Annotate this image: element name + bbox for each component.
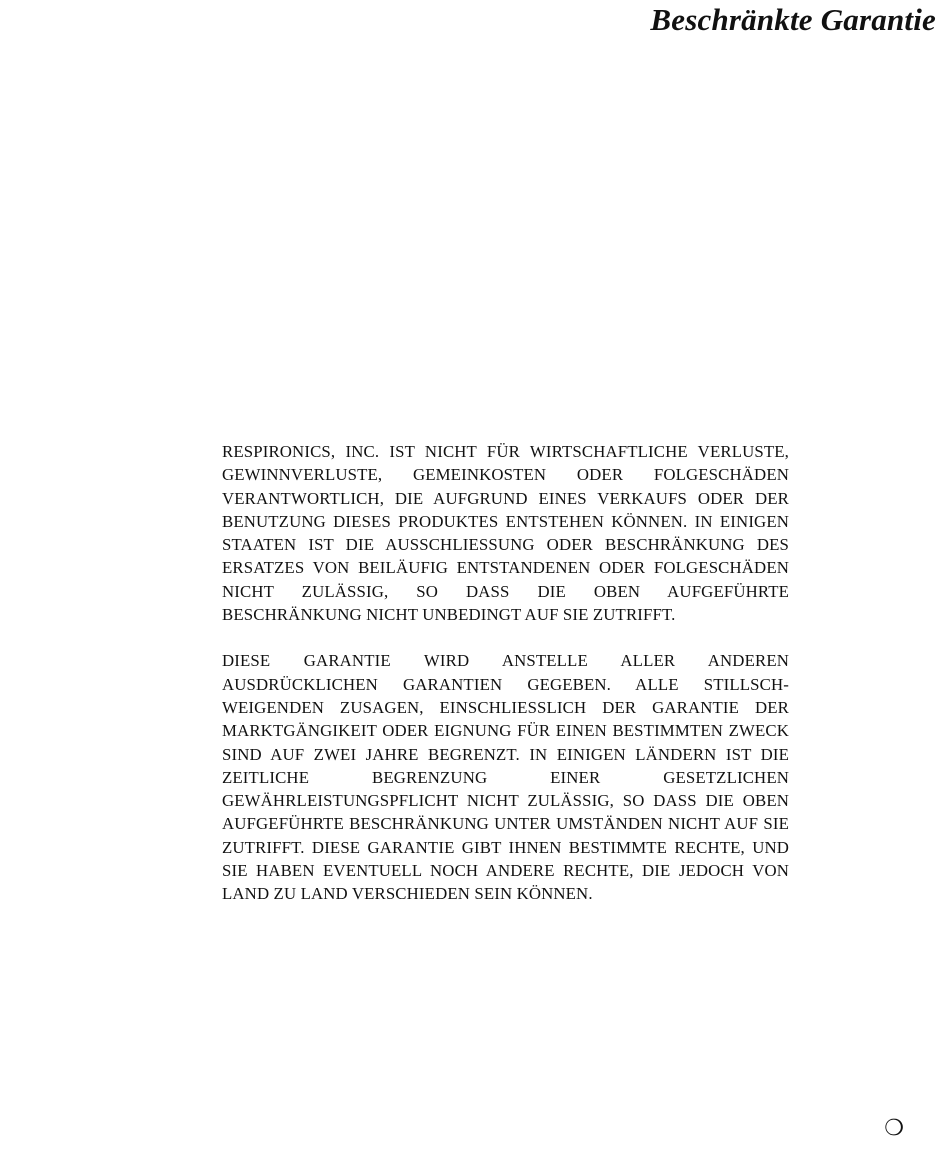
warranty-text: [222, 440, 789, 929]
warranty-paragraph-liability: RESPIRONICS, INC. IST NICHT FÜR WIRTSCHAFTLICHE VERLUSTE, GEWINNVERLUSTE, GEMEINKOSTEN ODER FOLGESCHÄDEN VERANTWORTLICH, DIE AUFGRUND EINES VERKAUFS ODER DER BENUTZUNG DIESES PRODUKTES ENTSTEHEN KÖNNEN. IN EINIGEN STAATEN IST DIE AUSSCHLIESSUNG ODER BESCHRÄNKUNG DES ERSATZES VON BEILÄUFIG ENTSTANDENEN ODER FOLGESCHÄDEN NICHT ZULÄSSIG, SO DASS DIE OBEN AUFGEFÜHRTE BESCHRÄNKUNG NICHT UNBEDINGT AUF SIE ZUTRIFFT.: [222, 442, 789, 625]
page-title: Beschränkte Garantie: [650, 2, 936, 37]
warranty-paragraph-implied-warranties: DIESE GARANTIE WIRD ANSTELLE ALLER ANDEREN AUSDRÜCKLICHEN GARANTIEN GEGEBEN. ALLE STILLSCH-WEIGENDEN ZUSAGEN, EINSCHLIESSLICH DER GARANTIE DER MARKTGÄNGIKEIT ODER EIGNUNG FÜR EINEN BESTIMMTEN ZWECK SIND AUF ZWEI JAHRE BEGRENZT. IN EINIGEN LÄNDERN IST DIE ZEITLICHE BEGRENZUNG EINER GESETZLICHEN GEWÄHRLEISTUNGSPFLICHT NICHT ZULÄSSIG, SO DASS DIE OBEN AUFGEFÜHRTE BESCHRÄNKUNG UNTER UMSTÄNDEN NICHT AUF SIE ZUTRIFFT. DIESE GARANTIE GIBT IHNEN BESTIMMTE RECHTE, UND SIE HABEN EVENTUELL NOCH ANDERE RECHTE, DIE JEDOCH VON LAND ZU LAND VERSCHIEDEN SEIN KÖNNEN.: [222, 651, 789, 904]
page-marker-icon: ❍: [884, 1116, 904, 1141]
